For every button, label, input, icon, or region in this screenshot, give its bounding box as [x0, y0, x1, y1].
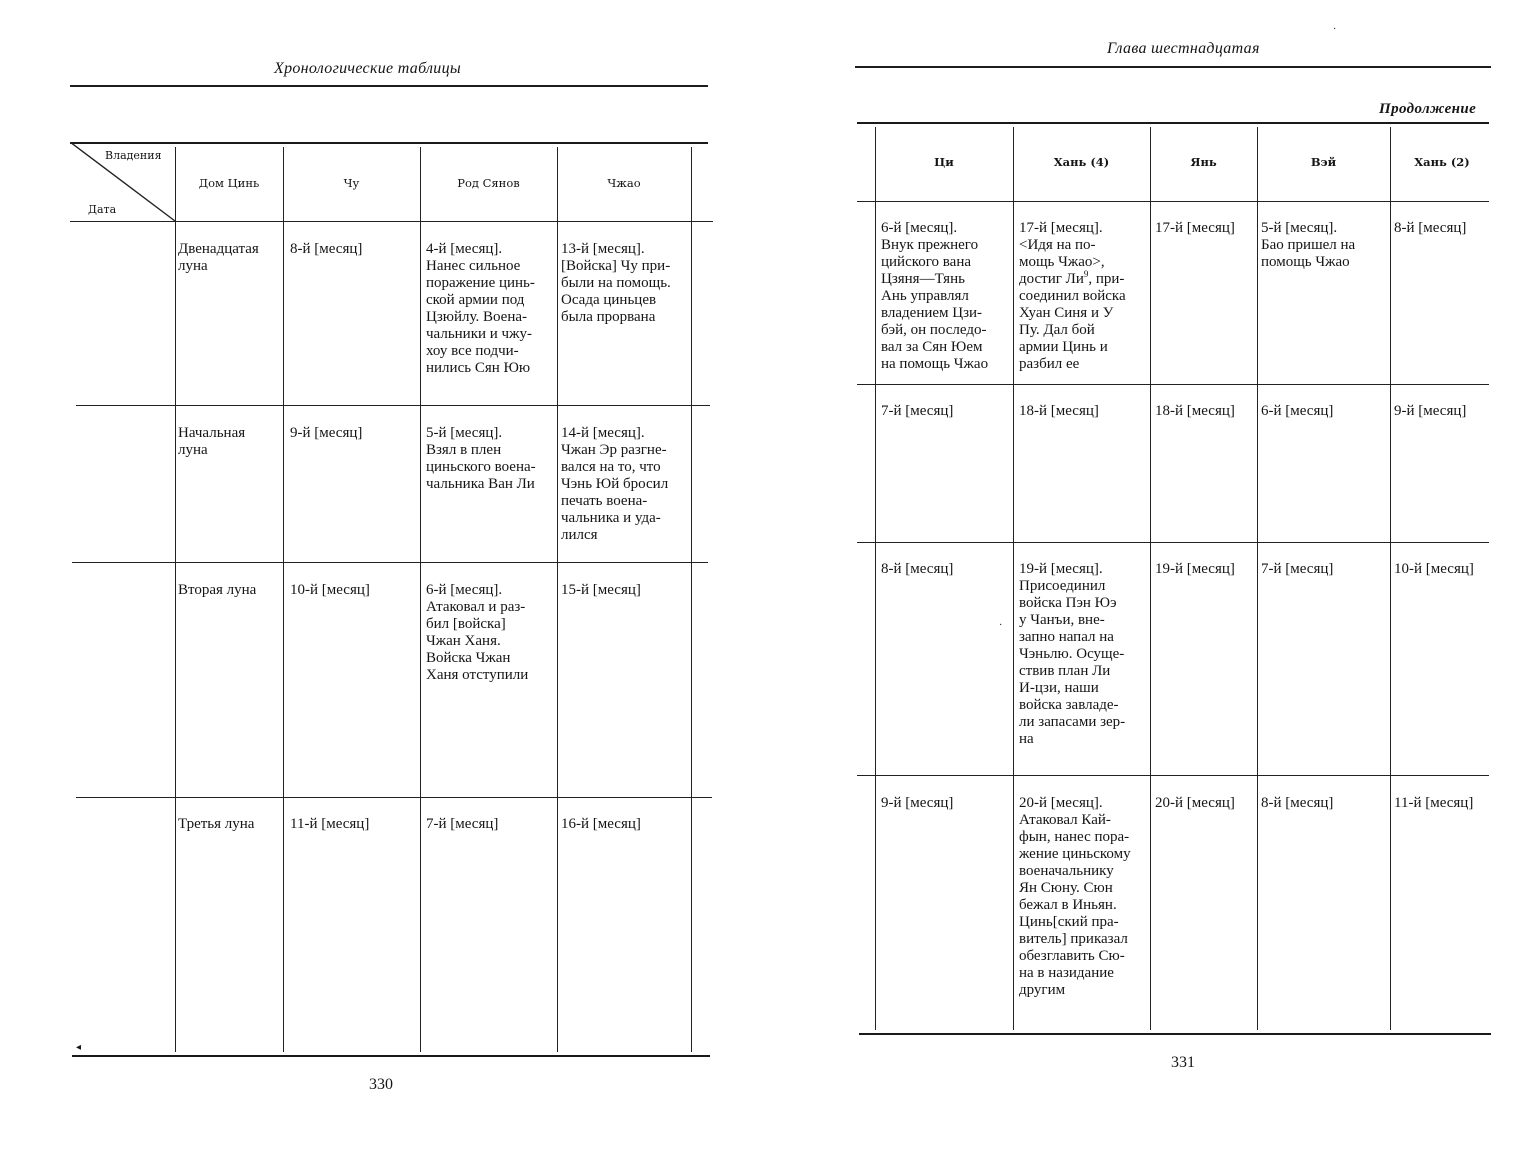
cell-line: 19-й [месяц]	[1155, 561, 1235, 577]
column-divider	[1257, 127, 1258, 1030]
table-cell	[561, 582, 641, 599]
table-cell	[561, 241, 671, 326]
table-cell	[1261, 795, 1333, 812]
cell-line: Чжан Эр разгне-	[561, 442, 667, 458]
cell-line: Пу. Дал бой	[1019, 322, 1095, 338]
column-header-zhao: Чжао	[607, 176, 641, 190]
table-cell	[881, 561, 953, 578]
cell-line: Присоединил	[1019, 578, 1106, 594]
cell-line: Третья луна	[178, 816, 255, 832]
table-cell	[290, 241, 362, 258]
table-cell	[1394, 220, 1466, 237]
table-cell	[178, 816, 254, 833]
cell-line: Чэньлю. Осуще-	[1019, 646, 1125, 662]
row-rule	[76, 797, 712, 798]
cell-line: Осада циньцев	[561, 292, 657, 308]
cell-line: чальника Ван Ли	[426, 476, 535, 492]
cell-line: Вторая луна	[178, 582, 257, 598]
cell-line: Атаковал и раз-	[426, 599, 526, 615]
cell-line: другим	[1019, 982, 1066, 998]
column-header-chu: Чу	[343, 176, 360, 190]
table-cell	[881, 795, 953, 812]
cell-line: армии Цинь и	[1019, 339, 1108, 355]
table-cell	[1155, 220, 1235, 237]
column-header-house-qin: Дом Цинь	[198, 176, 260, 190]
table-cell	[1261, 403, 1333, 420]
cell-line: 8-й [месяц]	[290, 241, 363, 257]
cell-line: 9-й [месяц]	[1394, 403, 1467, 419]
row-rule	[76, 405, 710, 406]
cell-line: витель] приказал	[1019, 931, 1128, 947]
corner-label-date: Дата	[88, 203, 117, 216]
continuation-label: Продолжение	[1379, 101, 1477, 117]
row-rule	[857, 542, 1489, 543]
cell-line: луна	[178, 442, 208, 458]
cell-line: разбил ее	[1019, 356, 1080, 372]
cell-line: Ань управлял	[881, 288, 969, 304]
cell-line: поражение цинь-	[426, 275, 535, 291]
cell-line: И-цзи, наши	[1019, 680, 1099, 696]
cell-line: запно напал на	[1019, 629, 1114, 645]
cell-line: Атаковал Кай-	[1019, 812, 1111, 828]
table-cell	[178, 425, 245, 459]
header-rule	[70, 85, 708, 87]
cell-line: чальники и чжу-	[426, 326, 532, 342]
cell-line: луна	[178, 258, 208, 274]
cell-line: 19-й [месяц].	[1019, 561, 1103, 577]
cell-line: Нанес сильное	[426, 258, 521, 274]
cell-line: [Войска] Чу при-	[561, 258, 671, 274]
cell-line	[1019, 271, 1126, 288]
right-page	[767, 0, 1534, 1152]
cell-line: лился	[561, 527, 598, 543]
column-divider	[875, 127, 876, 1030]
cell-line: ской армии под	[426, 292, 525, 308]
cell-line: бэй, он последо-	[881, 322, 987, 338]
table-cell	[1394, 795, 1473, 812]
cell-line: войска завладе-	[1019, 697, 1119, 713]
cell-text: , при-	[1088, 271, 1125, 287]
column-divider	[557, 147, 558, 1052]
column-divider	[1013, 127, 1014, 1030]
column-divider	[1150, 127, 1151, 1030]
cell-line: 6-й [месяц].	[881, 220, 958, 236]
cell-line: 9-й [месяц]	[881, 795, 954, 811]
cell-line: 7-й [месяц]	[881, 403, 954, 419]
cell-line: на	[1019, 731, 1034, 747]
cell-line: 6-й [месяц].	[426, 582, 503, 598]
cell-line: 7-й [месяц]	[426, 816, 499, 832]
cell-line: войска Пэн Юэ	[1019, 595, 1117, 611]
cell-line: жение циньскому	[1019, 846, 1131, 862]
table-bottom-rule	[72, 1055, 710, 1057]
table-cell	[1019, 220, 1126, 373]
table-cell	[881, 220, 988, 373]
table-cell	[1394, 561, 1474, 578]
cell-line: 4-й [месяц].	[426, 241, 503, 257]
column-header-xiang-clan: Род Сянов	[457, 176, 520, 190]
column-header-yan: Янь	[1190, 155, 1217, 169]
cell-line: у Чанъи, вне-	[1019, 612, 1105, 628]
cell-line: на помощь Чжао	[881, 356, 989, 372]
cell-line: бежал в Иньян.	[1019, 897, 1117, 913]
cell-line: Чэнь Юй бросил	[561, 476, 669, 492]
cell-line: были на помощь.	[561, 275, 671, 291]
cell-line: чальника и уда-	[561, 510, 661, 526]
cell-line: мощь Чжао>,	[1019, 254, 1105, 270]
table-cell	[561, 816, 641, 833]
table-cell	[1261, 220, 1355, 271]
table-cell	[561, 425, 668, 544]
cell-line: обезглавить Сю-	[1019, 948, 1125, 964]
cell-line: 15-й [месяц]	[561, 582, 641, 598]
column-divider	[175, 147, 176, 1052]
cell-line: 16-й [месяц]	[561, 816, 641, 832]
cell-line: 14-й [месяц].	[561, 425, 645, 441]
table-cell	[1155, 795, 1235, 812]
cell-line: 13-й [месяц].	[561, 241, 645, 257]
column-header-han-2: Хань (2)	[1414, 155, 1470, 169]
cell-line: 5-й [месяц].	[426, 425, 503, 441]
column-header-han-4: Хань (4)	[1053, 155, 1110, 169]
page-number: 330	[369, 1076, 393, 1093]
column-divider	[1390, 127, 1391, 1030]
cell-line: Чжан Ханя.	[426, 633, 501, 649]
cell-line: бил [войска]	[426, 616, 506, 632]
cell-line: владением Цзи-	[881, 305, 983, 321]
table-cell	[1019, 561, 1125, 748]
table-cell	[1019, 795, 1131, 999]
running-head: Хронологические таблицы	[274, 60, 462, 77]
cell-line: Взял в плен	[426, 442, 502, 458]
table-cell	[426, 816, 498, 833]
table-cell	[1155, 403, 1235, 420]
cell-line: 10-й [месяц]	[1394, 561, 1474, 577]
cell-line: Ян Сюну. Сюн	[1019, 880, 1113, 896]
table-cell	[290, 425, 362, 442]
cell-line: фын, нанес пора-	[1019, 829, 1130, 845]
cell-line: 18-й [месяц]	[1019, 403, 1099, 419]
column-divider	[283, 147, 284, 1052]
table-cell	[426, 425, 536, 493]
cell-line: Ханя отступили	[426, 667, 529, 683]
table-cell	[290, 582, 370, 599]
column-divider	[420, 147, 421, 1052]
cell-line: 8-й [месяц]	[1261, 795, 1334, 811]
footnote-marker: 9	[1083, 269, 1089, 279]
cell-line: 9-й [месяц]	[290, 425, 363, 441]
cell-line: циньского воена-	[426, 459, 536, 475]
row-rule	[857, 775, 1489, 776]
cell-line: цийского вана	[881, 254, 972, 270]
table-cell	[881, 403, 953, 420]
cell-line: 8-й [месяц]	[1394, 220, 1467, 236]
cell-line: 20-й [месяц].	[1019, 795, 1103, 811]
cell-line: Цзюйлу. Воена-	[426, 309, 528, 325]
table-bottom-rule	[859, 1033, 1491, 1035]
cell-line: Цинь[ский пра-	[1019, 914, 1119, 930]
cell-line: вался на то, что	[561, 459, 661, 475]
cell-line: печать военa-	[561, 493, 648, 509]
cell-line: помощь Чжао	[1261, 254, 1350, 270]
header-rule	[855, 66, 1491, 68]
print-speck: ·	[999, 620, 1003, 631]
corner-label-holdings: Владения	[105, 149, 162, 162]
column-header-qi: Ци	[934, 155, 954, 169]
cell-line: ствив план Ли	[1019, 663, 1111, 679]
table-cell	[1155, 561, 1235, 578]
print-speck: ◂	[76, 1042, 82, 1053]
cell-line: 8-й [месяц]	[881, 561, 954, 577]
cell-line: 17-й [месяц].	[1019, 220, 1103, 236]
cell-line: Цзяня—Тянь	[881, 271, 965, 287]
cell-line: Двенадцатая	[178, 241, 259, 257]
cell-line: военачальнику	[1019, 863, 1114, 879]
row-rule	[857, 384, 1489, 385]
cell-line: 5-й [месяц].	[1261, 220, 1338, 236]
cell-line: 20-й [месяц]	[1155, 795, 1235, 811]
cell-line: ли запасами зер-	[1019, 714, 1126, 730]
table-cell	[1261, 561, 1333, 578]
cell-line: 7-й [месяц]	[1261, 561, 1334, 577]
cell-line: 11-й [месяц]	[1394, 795, 1474, 811]
running-head: Глава шестнадцатая	[1107, 40, 1260, 57]
cell-line: 6-й [месяц]	[1261, 403, 1334, 419]
column-header-wei: Вэй	[1310, 155, 1337, 169]
column-divider	[691, 147, 692, 1052]
row-rule	[72, 562, 708, 563]
cell-line: на в назидание	[1019, 965, 1114, 981]
page-number: 331	[1171, 1054, 1195, 1071]
cell-line: соединил войска	[1019, 288, 1126, 304]
cell-line: Бао пришел на	[1261, 237, 1356, 253]
table-cell	[1394, 403, 1466, 420]
cell-line: 18-й [месяц]	[1155, 403, 1235, 419]
cell-line: Внук прежнего	[881, 237, 979, 253]
cell-line: хоу все подчи-	[426, 343, 519, 359]
table-cell	[426, 582, 528, 684]
cell-line: 11-й [месяц]	[290, 816, 370, 832]
table-cell	[290, 816, 369, 833]
cell-line: 10-й [месяц]	[290, 582, 370, 598]
table-cell	[426, 241, 535, 377]
cell-line: Хуан Синя и У	[1019, 305, 1114, 321]
table-cell	[178, 582, 256, 599]
header-bottom-rule	[857, 201, 1489, 202]
cell-text: достиг Ли	[1019, 271, 1084, 287]
cell-line: нились Сян Юю	[426, 360, 531, 376]
print-speck: ·	[1333, 24, 1337, 35]
table-top-rule	[857, 122, 1489, 124]
table-cell	[1019, 403, 1099, 420]
table-cell	[178, 241, 259, 275]
cell-line: вал за Сян Юем	[881, 339, 983, 355]
cell-line: <Идя на по-	[1019, 237, 1096, 253]
cell-line: Войска Чжан	[426, 650, 511, 666]
cell-line: была прорвана	[561, 309, 656, 325]
cell-line: 17-й [месяц]	[1155, 220, 1235, 236]
cell-line: Начальная	[178, 425, 246, 441]
